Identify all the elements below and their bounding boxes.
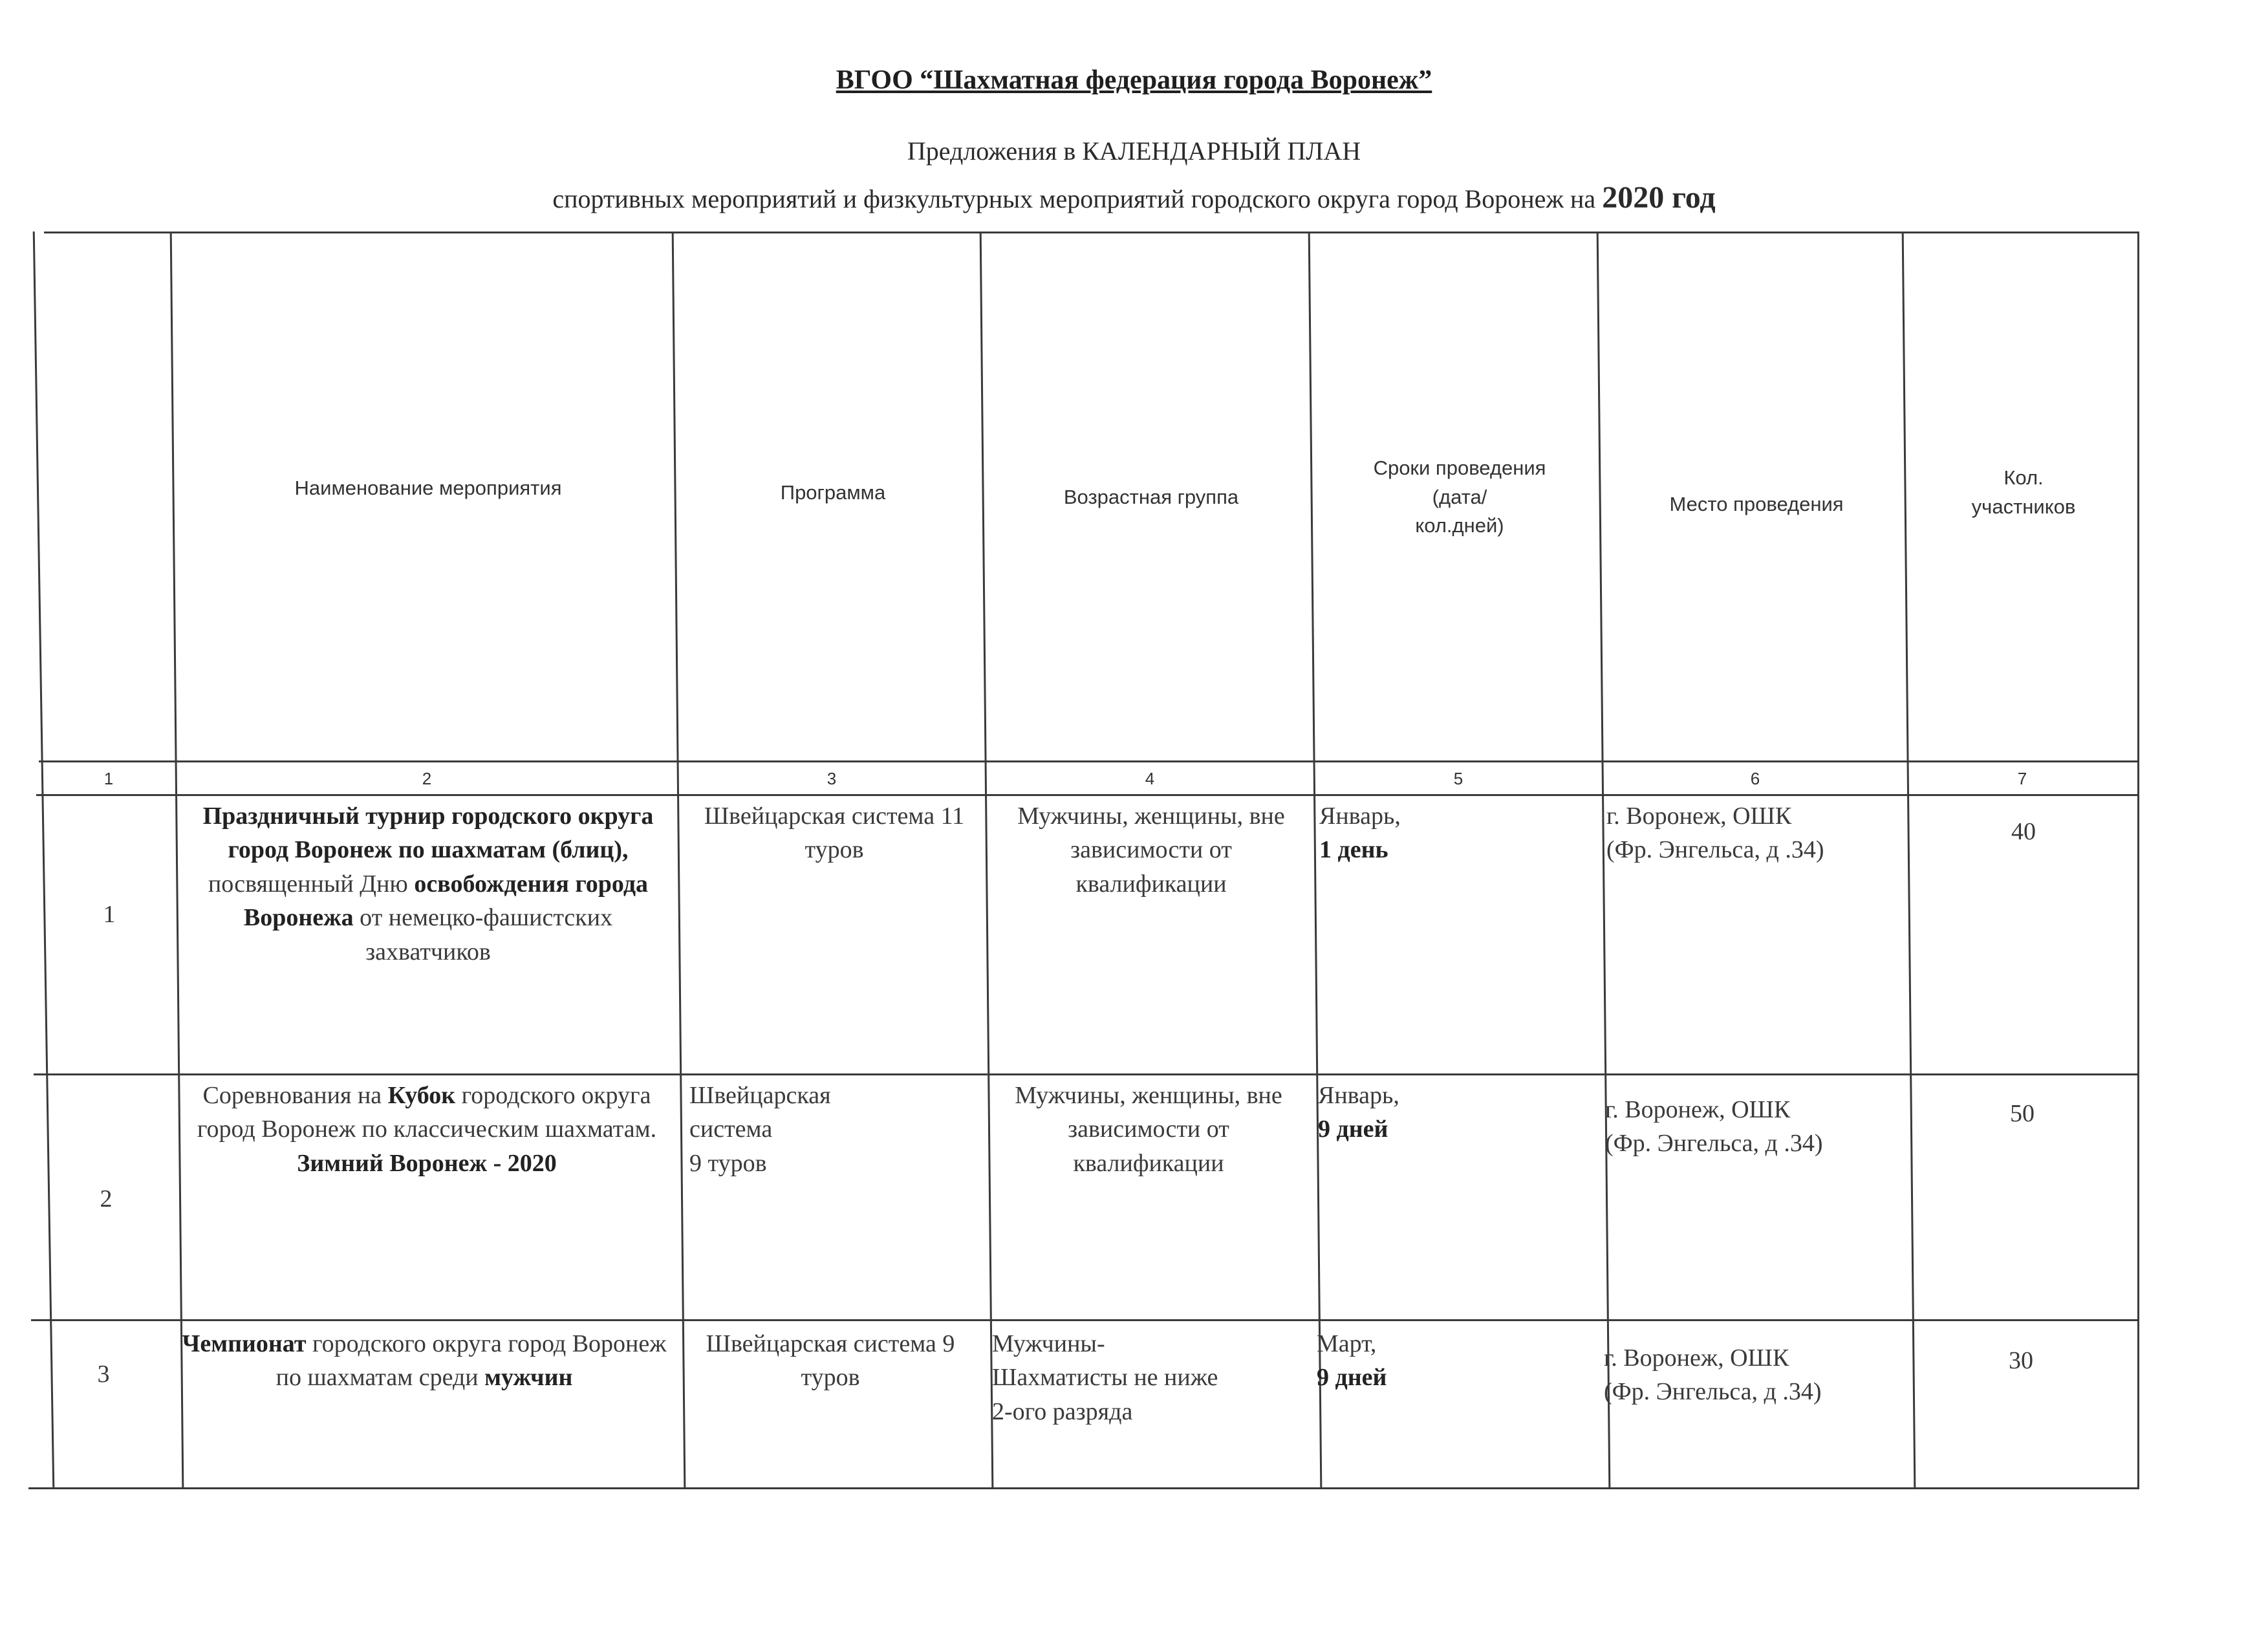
row-3-month: Март,: [1317, 1330, 1377, 1357]
row-3-program-text: Швейцарская система 9 туров: [706, 1330, 955, 1392]
row-3-count-text: 30: [2009, 1347, 2033, 1374]
organization-title: ВГОО “Шахматная федерация города Воронеж”: [836, 65, 1432, 95]
row-1-name-bold-1: Праздничный турнир городского округа город Воронеж по шахматам (блиц),: [202, 803, 654, 864]
row-2-number: 2: [100, 1185, 113, 1212]
row-2-program-line3: 9 туров: [689, 1149, 767, 1177]
row-1-program: [692, 799, 977, 867]
row-1-age: [996, 799, 1306, 901]
header-dates: [1317, 234, 1603, 760]
row-2-age: [993, 1079, 1304, 1180]
row-2-age-text: Мужчины, женщины, вне зависимости от квалификации: [1015, 1082, 1282, 1177]
row-2-program: [689, 1079, 974, 1180]
column-number-6: 6: [1750, 768, 1760, 788]
table-border-right: [2137, 232, 2139, 1487]
row-2-count: [1910, 1097, 2134, 1130]
row-3-place-line1: г. Воронеж, ОШК: [1604, 1344, 1789, 1372]
header-dates-line2: (дата/: [1432, 485, 1487, 508]
row-3-dates: [1317, 1327, 1595, 1395]
row-3-number: 3: [97, 1361, 110, 1388]
row-1-dates: [1319, 799, 1597, 867]
row-1-days: 1 день: [1319, 836, 1388, 864]
header-program: [680, 234, 986, 751]
row-2-dates: [1318, 1079, 1596, 1147]
header-name-text: Наименование мероприятия: [294, 476, 562, 499]
row-2-month: Январь,: [1318, 1082, 1399, 1109]
row-3-name-bold-1: Чемпионат: [182, 1330, 307, 1357]
row-3-age: [992, 1327, 1302, 1428]
row-1-count: [1912, 815, 2135, 848]
column-number-4: 4: [1145, 768, 1155, 788]
row-2-place-line2: (Фр. Энгельса, д .34): [1605, 1130, 1823, 1158]
row-1-name-plain-1: посвященный Дню: [208, 870, 415, 898]
row-3-age-line1: Мужчины-: [992, 1330, 1105, 1357]
row-3-place-line2: (Фр. Энгельса, д .34): [1604, 1378, 1822, 1406]
row-2-days: 9 дней: [1318, 1116, 1388, 1143]
row-3-days: 9 дней: [1317, 1364, 1387, 1392]
header-count-line2: участников: [1971, 495, 2076, 518]
row-1-place-line1: г. Воронеж, ОШК: [1606, 803, 1792, 830]
column-number-5: 5: [1453, 768, 1463, 788]
header-age-text: Возрастная группа: [1063, 485, 1239, 508]
header-place: [1605, 234, 1908, 775]
row-3-name-plain-1: городского округа город Воронеж по шахматам среди: [275, 1330, 667, 1392]
row-1-name: [182, 799, 674, 1071]
row-1-number: 1: [103, 901, 116, 928]
row-2-name-text: [181, 1079, 673, 1180]
row-1-name-text: [182, 799, 674, 969]
row-1-age-text: Мужчины, женщины, вне зависимости от квалификации: [1017, 803, 1285, 898]
row-2-name-bold-1: Кубок: [387, 1082, 456, 1109]
header-place-text: Место проведения: [1669, 492, 1844, 515]
header-name: [178, 234, 678, 742]
row-2-program-line2: система: [689, 1116, 773, 1143]
row-3-age-line3: 2-ого разряда: [992, 1397, 1133, 1425]
row-1-place: [1606, 799, 1906, 867]
row-1-month: Январь,: [1319, 803, 1401, 830]
row-3-name-text: [178, 1327, 670, 1395]
subtitle-year: 2020 год: [1602, 180, 1716, 215]
row-3-age-line2: Шахматисты не ниже: [992, 1364, 1218, 1392]
row-2-place-line1: г. Воронеж, ОШК: [1605, 1096, 1791, 1123]
header-age: [988, 234, 1314, 760]
column-number-7: 7: [2017, 768, 2027, 788]
row-3-name: [178, 1327, 670, 1395]
row-2-name-bold-2: Зимний Воронеж - 2020: [297, 1149, 557, 1177]
table-line-row2-bottom: [31, 1319, 2139, 1321]
row-1-place-line2: (Фр. Энгельса, д .34): [1606, 836, 1824, 864]
table-border-top: [44, 232, 2139, 233]
row-3-place: [1604, 1341, 1904, 1409]
header-program-text: Программа: [780, 480, 886, 504]
header-dates-line1: Сроки проведения: [1373, 456, 1546, 479]
table-line-numbers-bottom: [36, 794, 2139, 796]
row-2-name-plain-1: Соревнования на: [202, 1082, 388, 1109]
header-count-line1: Кол.: [2003, 466, 2044, 490]
row-3-count: [1909, 1344, 2133, 1377]
row-2-name-plain-2: городского округа город Воронеж по классическим шахматам.: [197, 1082, 657, 1143]
row-2-name: [181, 1079, 673, 1311]
header-count: [1910, 234, 2137, 751]
table-line-row1-bottom: [34, 1073, 2139, 1075]
table-border-bottom: [28, 1487, 2139, 1489]
row-2-place: [1605, 1093, 1905, 1161]
row-1-name-plain-2: от немецко-фашистских захватчиков: [353, 904, 613, 965]
document-subtitle: Предложения в КАЛЕНДАРНЫЙ ПЛАН: [907, 136, 1361, 166]
header-dates-line3: кол.дней): [1415, 514, 1504, 537]
row-3-name-bold-2: мужчин: [484, 1364, 573, 1392]
row-2-count-text: 50: [2010, 1100, 2035, 1127]
row-1-name-bold-2: освобождения города Воронежа: [243, 870, 649, 932]
row-2-program-line1: Швейцарская: [689, 1082, 831, 1109]
row-1-program-text: Швейцарская система 11 туров: [704, 803, 965, 864]
row-3-program: [688, 1327, 973, 1395]
column-number-1: 1: [103, 768, 114, 788]
subtitle-text: спортивных мероприятий и физкультурных мероприятий городского округа город Воронеж на: [552, 184, 1596, 213]
row-1-count-text: 40: [2011, 818, 2036, 845]
column-number-2: 2: [422, 768, 432, 788]
column-number-3: 3: [826, 768, 837, 788]
